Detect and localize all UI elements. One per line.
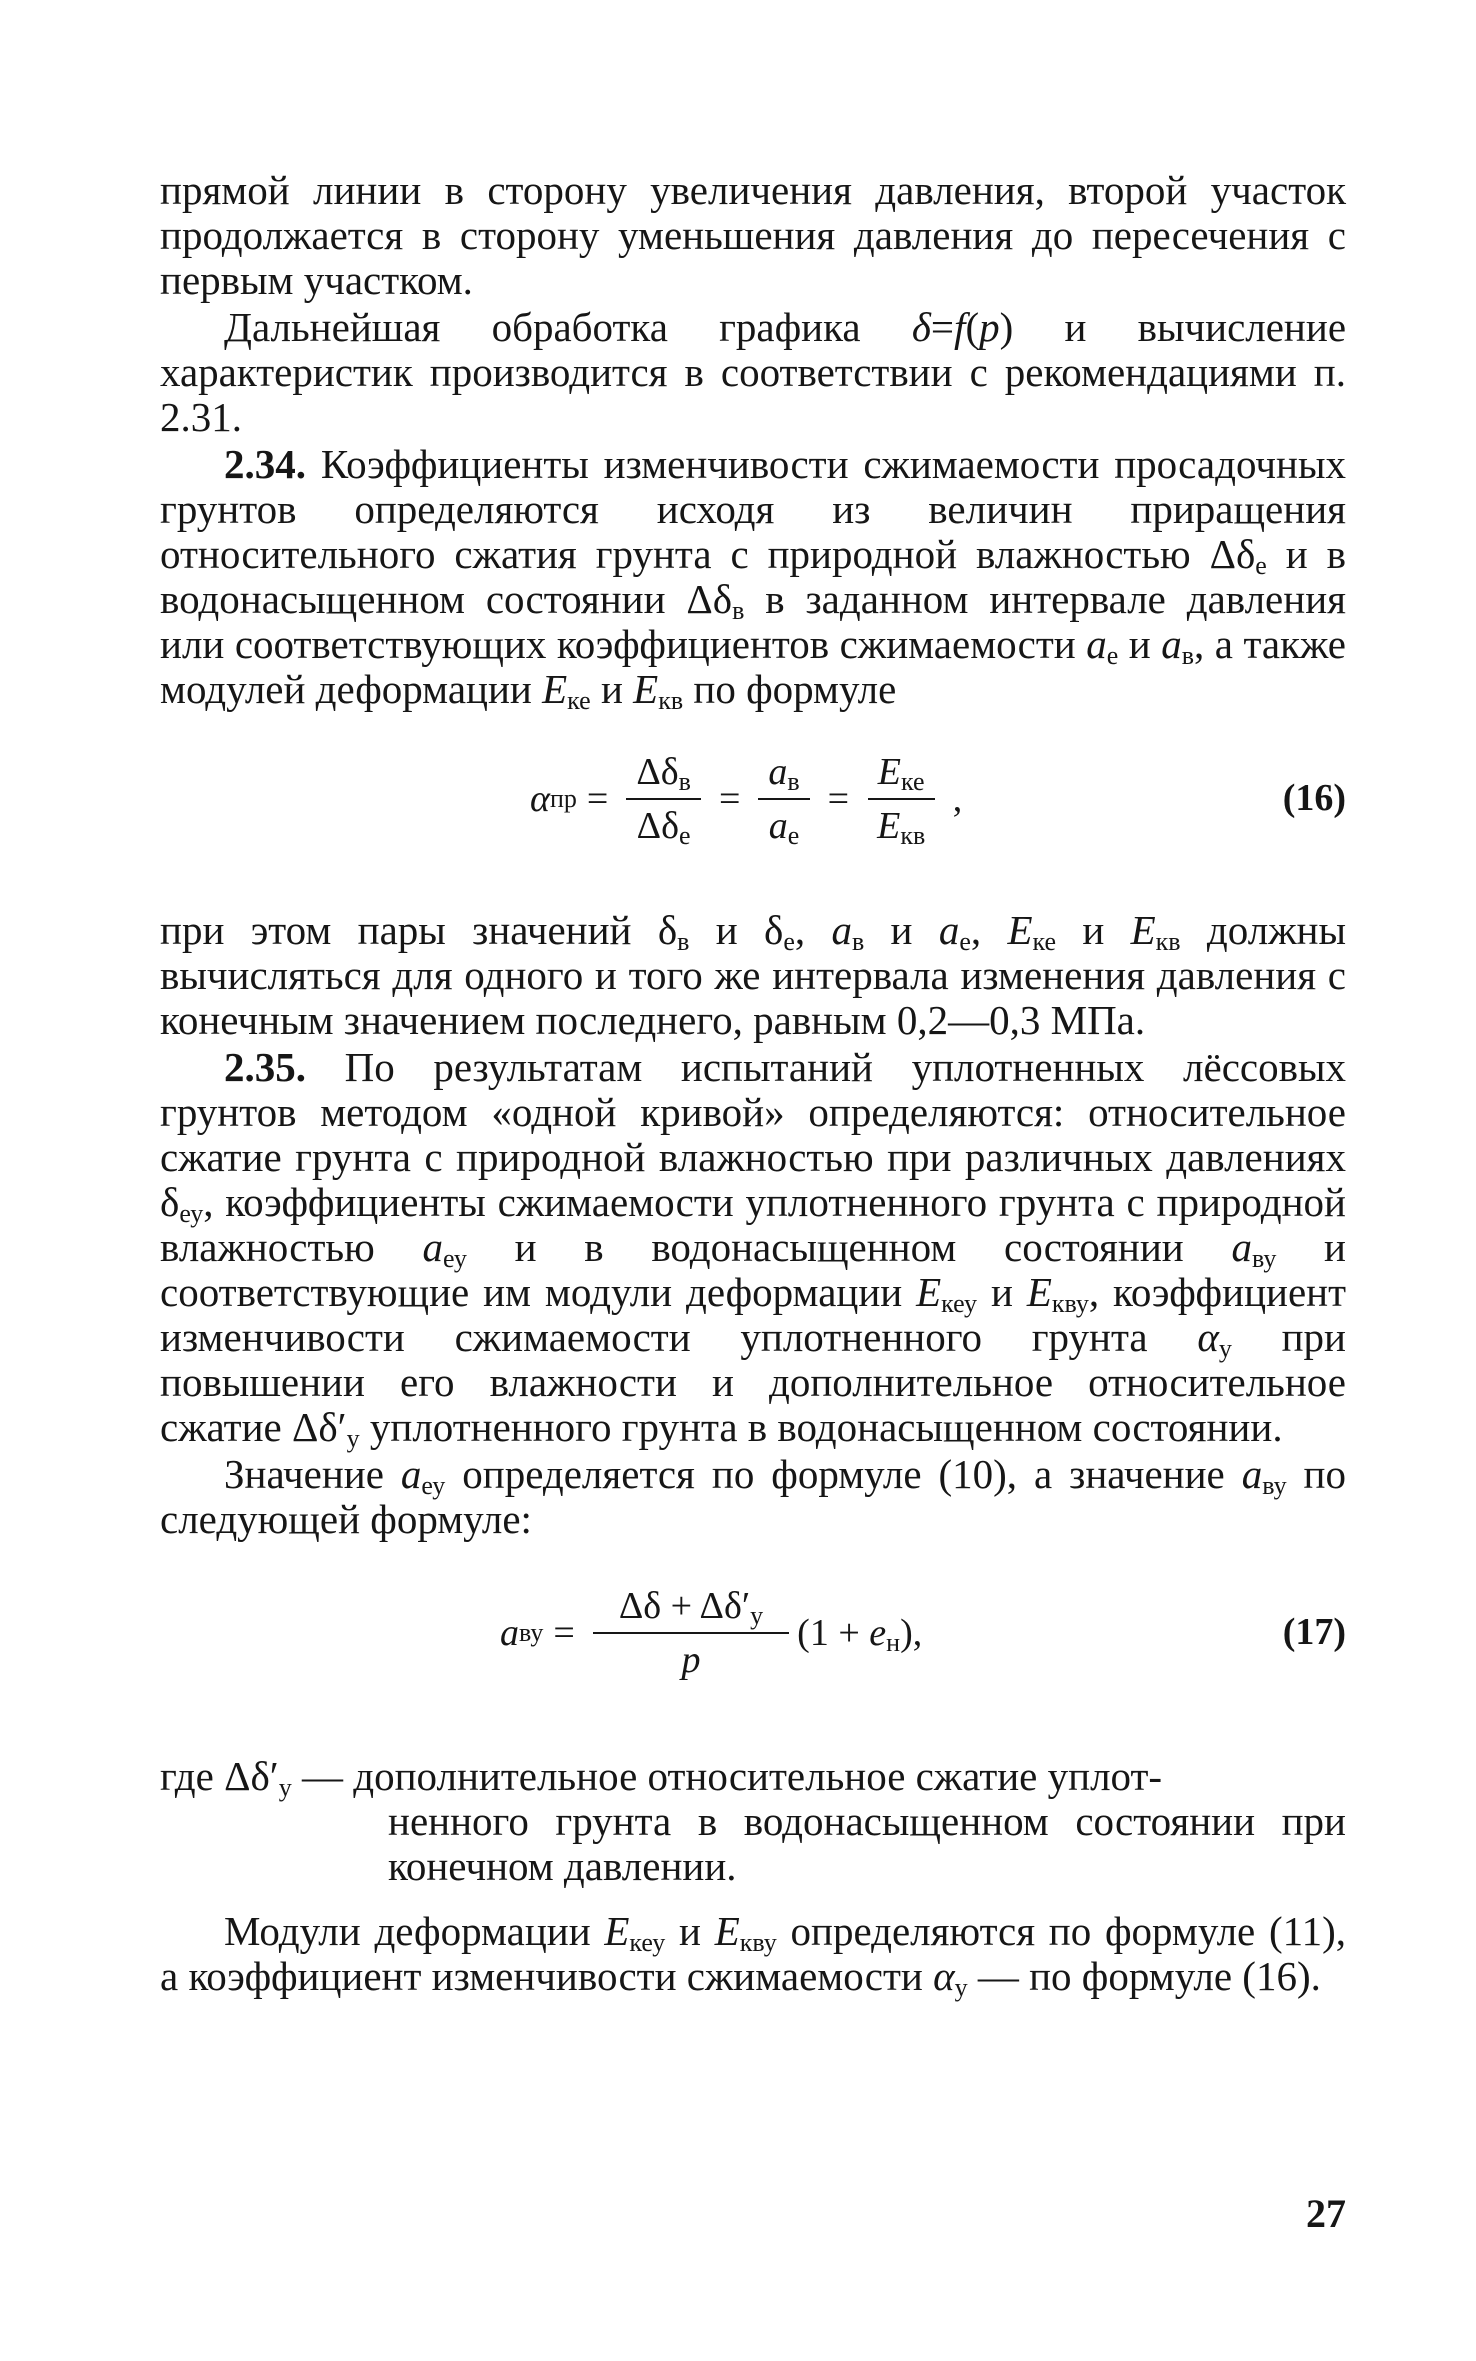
paragraph-4: при этом пары значений $\delta_в$ и $\delta_е$, $a_в$ и $a_е$, $E_{ке}$ и $E_{кв}$ должны вычисляться для одного и того же интервала изменения давления с конечным значением последнего, равным 0,2—0,3 МПа.	[160, 907, 1347, 1043]
section-number: 2.35.	[224, 1044, 306, 1090]
section-number: 2.34.	[224, 441, 306, 487]
paragraph-6: Значение $a_{еу}$ определяется по формуле (10), а значение $a_{ву}$ по следующей формуле:	[160, 1451, 1346, 1542]
formula-16: α пр = $\frac{\Delta\delta_в}{\Delta\delta_е}$ = $\frac{a_в}{a_е}$ = $\frac{E_{ке}}{E_{кв}}$ , (16)	[530, 751, 1346, 850]
paragraph-1: прямой линии в сторону увеличения давления, второй участок продолжается в сторону уменьшения давления до пересечения с первым участком.	[160, 167, 1346, 303]
fraction: $\frac{\Delta\delta_в}{\Delta\delta_е}$	[626, 750, 701, 848]
paragraph-2: Дальнейшая обработка графика δ=f(p) и вычисление характеристик производится в соответствии с рекомендациями п. 2.31.	[160, 304, 1347, 440]
paragraph-7: Модули деформации $E_{кеу}$ и $E_{кву}$ определяются по формуле (11), а коэффициент изменчивости сжимаемости $\alpha_у$ — по формуле (16).	[160, 1908, 1346, 2002]
definition	[160, 1754, 1346, 1889]
fraction: $\frac{\Delta\delta + \Delta\delta'_у}{p}$	[593, 1584, 789, 1682]
formula-17: a ву = $\frac{\Delta\delta + \Delta\delta'_у}{p}$ $(1 + e_н)$, (17)	[500, 1585, 1346, 1681]
section-2-35: 2.35. По результатам испытаний уплотненных лёссовых грунтов методом «одной кривой» определяются: относительное сжатие грунта с природной влажностью при различных давлениях $\delta_{еу}$, коэффициенты сжимаемости уплотненного грунта с природной влажностью $a_{еу}$ и в водонасыщенном состоянии $a_{ву}$ и соответствующие им модули деформации $E_{кеу}$ и $E_{кву}$, коэффициент изменчивости сжимаемости уплотненного грунта $\alpha_у$ при повышении его влажности и дополнительное относительное сжатие $\Delta\delta'_у$ уплотненного грунта в водонасыщенном состоянии.	[160, 1044, 1347, 1453]
fraction: $\frac{E_{ке}}{E_{кв}}$	[867, 750, 935, 848]
definition-text: где $\Delta\delta'_у$ — дополнительное относительное сжатие уплот-	[160, 1753, 1163, 1802]
formula-number: (16)	[1282, 777, 1346, 819]
definition-continuation: ненного грунта в водонасыщенном состоянии при конечном давлении.	[388, 1798, 1346, 1889]
fraction: $\frac{a_в}{a_е}$	[758, 750, 809, 848]
formula-number: (17)	[1282, 1611, 1346, 1653]
section-2-34: 2.34. Коэффициенты изменчивости сжимаемости просадочных грунтов определяются исходя из величин приращения относительного сжатия грунта с природной влажностью $\Delta\delta_е$ и в водонасыщенном состоянии $\Delta\delta_в$ в заданном интервале давления или соответствующих коэффициентов сжимаемости $a_е$ и $a_в$, а также модулей деформации $E_{ке}$ и $E_{кв}$ по формуле	[160, 441, 1346, 715]
page-number: 27	[1306, 2191, 1346, 2236]
